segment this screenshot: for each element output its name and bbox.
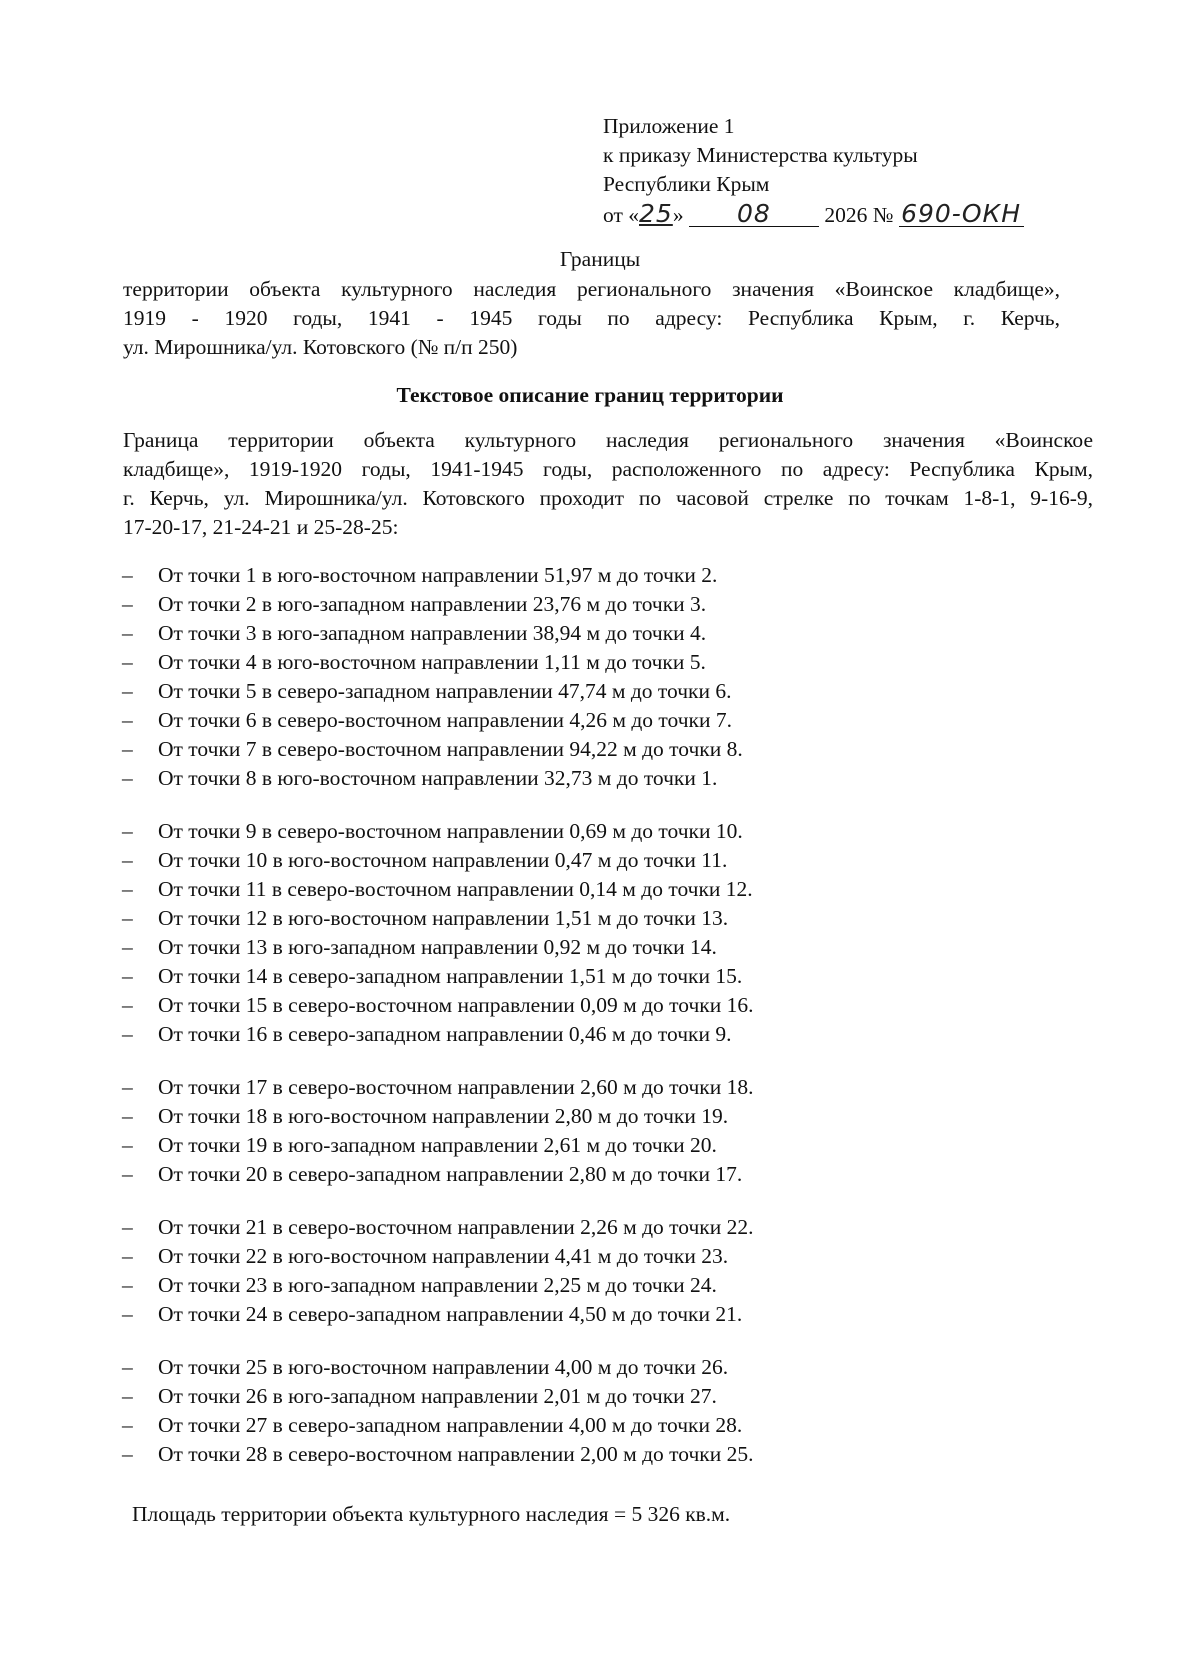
list-item xyxy=(122,991,922,1020)
list-item-text: От точки 3 в юго-западном направлении 38,94 м до точки 4. xyxy=(158,621,707,645)
list-dash: – xyxy=(122,621,133,645)
list-dash: – xyxy=(122,1133,133,1157)
group-spacer xyxy=(122,1189,922,1213)
list-item-text: От точки 8 в юго-восточном направлении 32,73 м до точки 1. xyxy=(158,766,718,790)
list-item-text: От точки 18 в юго-восточном направлении 2,80 м до точки 19. xyxy=(158,1104,729,1128)
list-dash: – xyxy=(122,819,133,843)
list-dash: – xyxy=(122,1355,133,1379)
list-item xyxy=(122,1160,922,1189)
list-item xyxy=(122,1382,922,1411)
list-item xyxy=(122,1242,922,1271)
list-dash: – xyxy=(122,1075,133,1099)
list-dash: – xyxy=(122,1273,133,1297)
document-title: Границы xyxy=(559,247,641,271)
list-item-text: От точки 10 в юго-восточном направлении 0,47 м до точки 11. xyxy=(158,848,728,872)
list-dash: – xyxy=(122,1162,133,1186)
description-line: 17-20-17, 21-24-21 и 25-28-25: xyxy=(123,515,399,539)
list-dash: – xyxy=(122,877,133,901)
month-blank xyxy=(689,199,819,228)
list-item xyxy=(122,677,922,706)
group-spacer xyxy=(122,793,922,817)
list-dash: – xyxy=(122,964,133,988)
list-item-text: От точки 9 в северо-восточном направлении 0,69 м до точки 10. xyxy=(158,819,743,843)
list-item xyxy=(122,904,922,933)
list-item-text: От точки 11 в северо-восточном направлении 0,14 м до точки 12. xyxy=(158,877,753,901)
appendix-line-1: Приложение 1 xyxy=(603,114,735,138)
list-item-text: От точки 2 в юго-западном направлении 23,76 м до точки 3. xyxy=(158,592,707,616)
area-statement: Площадь территории объекта культурного наследия = 5 326 кв.м. xyxy=(132,1502,731,1526)
description-line: г. Керчь, ул. Мирошника/ул. Котовского проходит по часовой стрелке по точкам 1-8-1, 9-16-9, xyxy=(123,486,1093,510)
list-item-text: От точки 7 в северо-восточном направлении 94,22 м до точки 8. xyxy=(158,737,743,761)
section-heading: Текстовое описание границ территории xyxy=(396,383,784,407)
list-item-text: От точки 4 в юго-восточном направлении 1,11 м до точки 5. xyxy=(158,650,706,674)
list-item xyxy=(122,1440,922,1469)
list-dash: – xyxy=(122,993,133,1017)
appendix-line-2: к приказу Министерства культуры xyxy=(603,143,918,167)
list-item-text: От точки 15 в северо-восточном направлении 0,09 м до точки 16. xyxy=(158,993,754,1017)
handwritten-day: 25 xyxy=(639,199,673,228)
list-dash: – xyxy=(122,1413,133,1437)
description-paragraph xyxy=(123,426,1093,542)
list-dash: – xyxy=(122,766,133,790)
list-item xyxy=(122,619,922,648)
list-dash: – xyxy=(122,679,133,703)
list-item xyxy=(122,1213,922,1242)
list-item xyxy=(122,817,922,846)
list-item-text: От точки 22 в юго-восточном направлении 4,41 м до точки 23. xyxy=(158,1244,729,1268)
list-dash: – xyxy=(122,1244,133,1268)
list-item-text: От точки 26 в юго-западном направлении 2,01 м до точки 27. xyxy=(158,1384,717,1408)
list-item-text: От точки 6 в северо-восточном направлении 4,26 м до точки 7. xyxy=(158,708,732,732)
list-dash: – xyxy=(122,1215,133,1239)
list-item-text: От точки 5 в северо-западном направлении 47,74 м до точки 6. xyxy=(158,679,732,703)
group-spacer xyxy=(122,1049,922,1073)
number-blank xyxy=(899,199,1024,228)
list-item xyxy=(122,933,922,962)
list-dash: – xyxy=(122,906,133,930)
list-dash: – xyxy=(122,563,133,587)
document-subtitle xyxy=(123,275,1060,362)
list-item xyxy=(122,1271,922,1300)
list-item-text: От точки 24 в северо-западном направлении 4,50 м до точки 21. xyxy=(158,1302,743,1326)
appendix-header xyxy=(603,112,1163,228)
subtitle-line: ул. Мирошника/ул. Котовского (№ п/п 250) xyxy=(123,335,518,359)
list-dash: – xyxy=(122,1384,133,1408)
list-dash: – xyxy=(122,592,133,616)
appendix-line-3: Республики Крым xyxy=(603,172,770,196)
list-dash: – xyxy=(122,737,133,761)
list-item-text: От точки 17 в северо-восточном направлении 2,60 м до точки 18. xyxy=(158,1075,754,1099)
list-dash: – xyxy=(122,848,133,872)
list-item xyxy=(122,735,922,764)
subtitle-line: 1919 - 1920 годы, 1941 - 1945 годы по адресу: Республика Крым, г. Керчь, xyxy=(123,306,1060,330)
list-item-text: От точки 28 в северо-восточном направлении 2,00 м до точки 25. xyxy=(158,1442,754,1466)
list-dash: – xyxy=(122,1442,133,1466)
handwritten-order-number: 690-ОКН xyxy=(901,199,1022,228)
list-item-text: От точки 25 в юго-восточном направлении 4,00 м до точки 26. xyxy=(158,1355,729,1379)
handwritten-month: 08 xyxy=(737,199,771,228)
list-item xyxy=(122,1411,922,1440)
list-dash: – xyxy=(122,1022,133,1046)
list-item xyxy=(122,962,922,991)
list-item-text: От точки 19 в юго-западном направлении 2,61 м до точки 20. xyxy=(158,1133,717,1157)
list-dash: – xyxy=(122,1302,133,1326)
list-item-text: От точки 1 в юго-восточном направлении 51,97 м до точки 2. xyxy=(158,563,718,587)
list-item-text: От точки 23 в юго-западном направлении 2,25 м до точки 24. xyxy=(158,1273,717,1297)
list-item-text: От точки 16 в северо-западном направлении 0,46 м до точки 9. xyxy=(158,1022,732,1046)
list-item xyxy=(122,590,922,619)
list-item-text: От точки 21 в северо-восточном направлении 2,26 м до точки 22. xyxy=(158,1215,754,1239)
list-item-text: От точки 27 в северо-западном направлении 4,00 м до точки 28. xyxy=(158,1413,743,1437)
list-item xyxy=(122,1073,922,1102)
group-spacer xyxy=(122,1329,922,1353)
subtitle-line: территории объекта культурного наследия регионального значения «Воинское кладбище», xyxy=(123,277,1060,301)
list-item-text: От точки 13 в юго-западном направлении 0,92 м до точки 14. xyxy=(158,935,717,959)
date-prefix: от « xyxy=(603,203,639,227)
list-item xyxy=(122,561,922,590)
list-dash: – xyxy=(122,1104,133,1128)
date-year-no: 2026 № xyxy=(824,203,894,227)
list-dash: – xyxy=(122,650,133,674)
list-item xyxy=(122,1300,922,1329)
list-item-text: От точки 20 в северо-западном направлении 2,80 м до точки 17. xyxy=(158,1162,743,1186)
appendix-date-line xyxy=(603,199,1163,228)
list-item xyxy=(122,1020,922,1049)
boundary-segments-list xyxy=(122,561,922,1469)
list-dash: – xyxy=(122,708,133,732)
list-item xyxy=(122,1353,922,1382)
list-item xyxy=(122,764,922,793)
list-item xyxy=(122,706,922,735)
description-line: кладбище», 1919-1920 годы, 1941-1945 годы, расположенного по адресу: Республика Крым, xyxy=(123,457,1093,481)
list-item xyxy=(122,1102,922,1131)
list-item xyxy=(122,648,922,677)
date-mid: » xyxy=(672,203,684,227)
list-item xyxy=(122,875,922,904)
list-item-text: От точки 12 в юго-восточном направлении 1,51 м до точки 13. xyxy=(158,906,729,930)
list-dash: – xyxy=(122,935,133,959)
list-item-text: От точки 14 в северо-западном направлении 1,51 м до точки 15. xyxy=(158,964,743,988)
description-line: Граница территории объекта культурного наследия регионального значения «Воинское xyxy=(123,428,1093,452)
list-item xyxy=(122,846,922,875)
list-item xyxy=(122,1131,922,1160)
